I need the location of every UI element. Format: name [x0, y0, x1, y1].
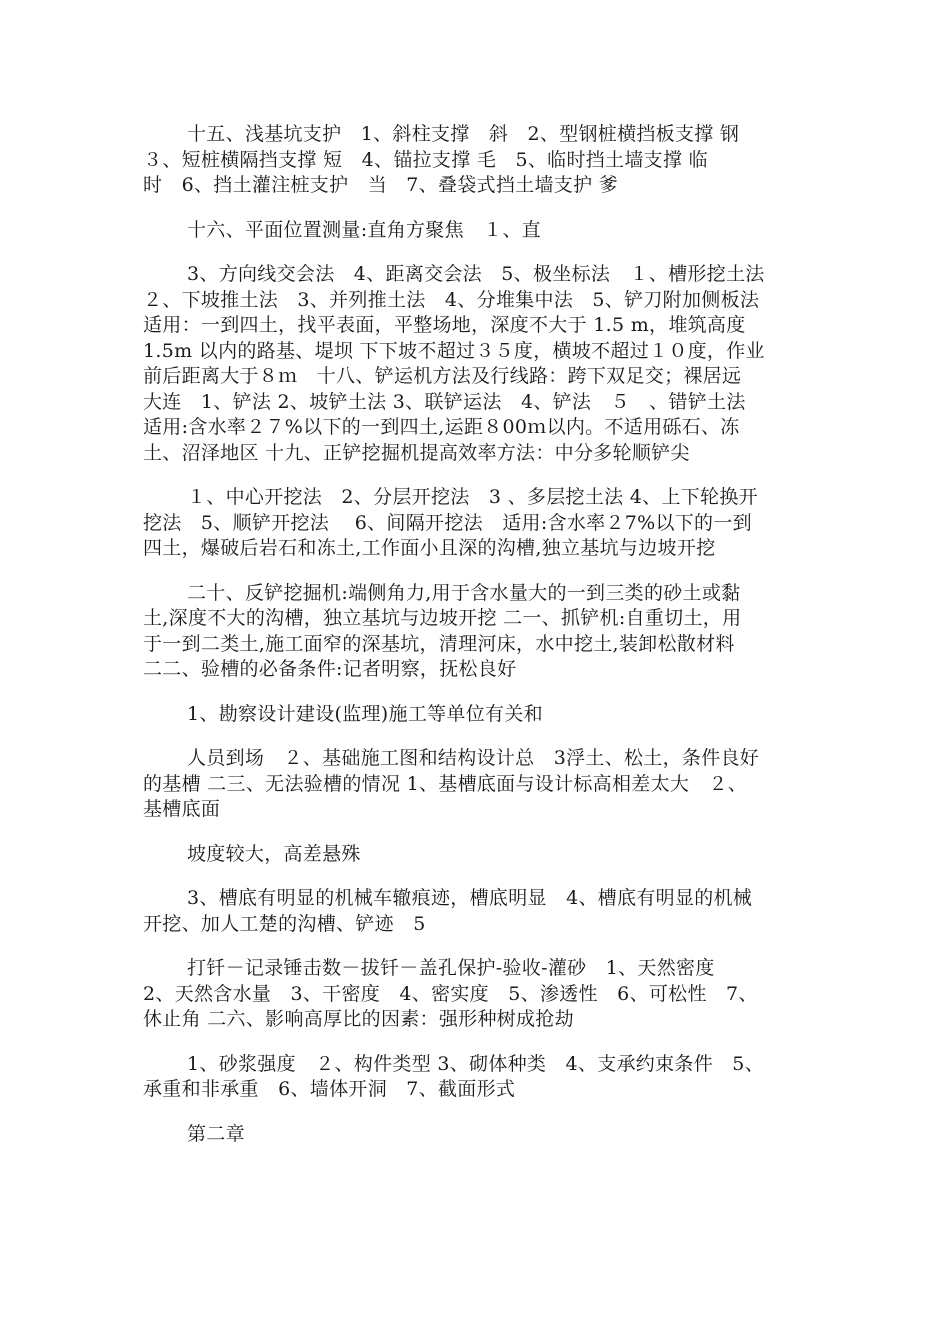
text-line: 土,深度不大的沟槽，独立基坑与边坡开挖 二一、抓铲机:自重切土，用: [143, 607, 742, 629]
text-line: 3、槽底有明显的机械车辙痕迹，槽底明显 4、槽底有明显的机械: [187, 887, 753, 909]
text-line: 土、沼泽地区 十九、正铲挖掘机提高效率方法：中分多轮顺铲尖: [143, 441, 690, 464]
paragraph-16-plane-position: [143, 218, 809, 244]
text-line: 的基槽 二三、无法验槽的情况 1、基槽底面与设计标高相差太大 ２、: [143, 772, 748, 795]
text-line: 1、勘察设计建设(监理)施工等单位有关和: [187, 702, 543, 725]
paragraph-height-thickness-factors: [143, 1052, 809, 1103]
text-line: 适用：一到四土，找平表面，平整场地，深度不大于 1.5 m，堆筑高度: [143, 314, 746, 336]
text-line: 二二、验槽的必备条件:记者明察，抚松良好: [143, 658, 517, 680]
text-line: 二十、反铲挖掘机:端侧角力,用于含水量大的一到三类的砂土或黏: [187, 581, 741, 604]
text-line: 坡度较大，高差悬殊: [187, 842, 361, 865]
paragraph-probing-process: [143, 956, 809, 1033]
paragraph-20-backhoe: [143, 581, 809, 683]
document-body: [143, 122, 809, 1166]
text-line: 1、砂浆强度 ２、构件类型 3、砌体种类 4、支承约束条件 5、: [187, 1052, 764, 1075]
paragraph-15-shallow-pit-support: [143, 122, 809, 199]
text-line: 2、天然含水量 3、干密度 4、密实度 5、渗透性 6、可松性 7、: [143, 982, 758, 1005]
paragraph-large-slope: [143, 842, 809, 868]
text-line: 大连 1、铲法 2、坡铲土法 3、联铲运法 4、铲法 ５ 、错铲土法: [143, 390, 746, 413]
text-line: 于一到二类土,施工面窄的深基坑，清理河床，水中挖土,装卸松散材料: [143, 632, 735, 655]
text-line: 适用:含水率２７%以下的一到四土,运距８00ｍ以内。不适用砾石、冻: [143, 416, 740, 438]
paragraph-survey-units: [143, 702, 809, 728]
text-line: 3、方向线交会法 4、距离交会法 5、极坐标法 １、槽形挖土法: [187, 263, 765, 285]
text-line: ３、短桩横隔挡支撑 短 4、锚拉支撑 毛 5、临时挡土墙支撑 临: [143, 148, 708, 171]
text-line: 1.5m 以内的路基、堤坝 下下坡不超过３５度，横坡不超过１０度，作业: [143, 339, 765, 362]
text-line: 休止角 二六、影响高厚比的因素：强形种树成抢劫: [143, 1008, 574, 1030]
text-line: 四土，爆破后岩石和冻土,工作面小且深的沟槽,独立基坑与边坡开挖: [143, 537, 716, 559]
text-line: 十五、浅基坑支护 1、斜柱支撑 斜 2、型钢桩横挡板支撑 钢: [187, 123, 740, 145]
text-line: 第二章: [187, 1122, 245, 1145]
text-line: 前后距离大于８ｍ 十八、铲运机方法及行线路：跨下双足交；裸居远: [143, 365, 742, 387]
text-line: 开挖、加人工楚的沟槽、铲迹 5: [143, 912, 426, 935]
text-line: 时 6、挡土灌注桩支护 当 7、叠袋式挡土墙支护 爹: [143, 174, 619, 196]
paragraph-earthwork-methods: [143, 262, 809, 466]
text-line: 人员到场 ２、基础施工图和结构设计总 3浮土、松土，条件良好: [187, 747, 760, 769]
text-line: 挖法 5、顺铲开挖法 6、间隔开挖法 适用:含水率２7%以下的一到: [143, 511, 752, 534]
paragraph-tire-tracks: [143, 886, 809, 937]
text-line: 打钎－记录锤击数－拔钎－盖孔保护-验收-灌砂 1、天然密度: [187, 957, 715, 979]
text-line: 承重和非承重 6、墙体开洞 7、截面形式: [143, 1078, 516, 1100]
chapter-heading: [143, 1122, 809, 1148]
text-line: 基槽底面: [143, 798, 221, 820]
paragraph-excavation-methods: [143, 485, 809, 562]
text-line: 十六、平面位置测量:直角方聚焦 １、直: [187, 218, 542, 241]
text-line: １、中心开挖法 2、分层开挖法 3 、多层挖土法 4、上下轮换开: [187, 486, 758, 508]
text-line: ２、下坡推土法 3、并列推土法 4、分堆集中法 5、铲刀附加侧板法: [143, 288, 760, 311]
paragraph-personnel-on-site: [143, 746, 809, 823]
